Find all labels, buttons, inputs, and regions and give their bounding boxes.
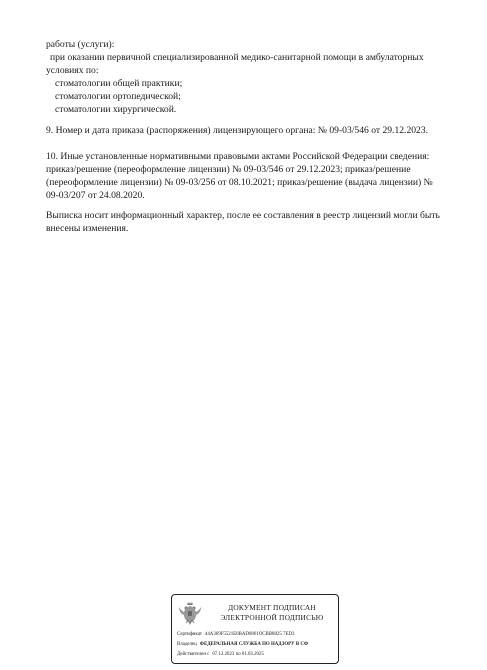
services-line: условиях по: bbox=[46, 65, 99, 76]
item-10 bbox=[46, 150, 456, 202]
validity-row bbox=[177, 652, 264, 658]
item-10-line: (переоформление лицензии) № 09-03/256 от 08.10.2021; приказ/решение (выдача лицензии) № bbox=[46, 177, 433, 188]
item-9-text: 9. Номер и дата приказа (распоряжения) лицензирующего органа: № 09-03/546 от 29.12.2023. bbox=[46, 125, 429, 136]
item-10-line: 10. Иные установленные нормативными правовыми актами Российской Федерации сведения: bbox=[46, 151, 430, 162]
note-line: внесены изменения. bbox=[46, 223, 129, 234]
stamp-subtitle: ЭЛЕКТРОННОЙ ПОДПИСЬЮ bbox=[220, 613, 324, 622]
certificate-label: Сертификат bbox=[177, 632, 202, 637]
certificate-value: 44A369F5521E0BAD0861OCBB8825 7ED3 bbox=[204, 632, 295, 637]
certificate-row bbox=[177, 632, 294, 638]
services-item: стоматологии общей практики; bbox=[55, 78, 183, 89]
validity-label: Действителен с bbox=[177, 652, 210, 657]
services-line: при оказании первичной специализированной медико-санитарной помощи в амбулаторных bbox=[50, 52, 424, 63]
disclaimer-note bbox=[46, 209, 456, 235]
owner-label: Владелец bbox=[177, 642, 197, 647]
stamp-title: ДОКУМЕНТ ПОДПИСАН bbox=[228, 603, 316, 612]
item-9 bbox=[46, 124, 456, 137]
services-section bbox=[46, 38, 456, 116]
e-signature-stamp bbox=[171, 594, 339, 664]
validity-value: 07.12.2023 по 01.03.2025 bbox=[212, 652, 264, 657]
services-item: стоматологии ортопедической; bbox=[55, 91, 181, 102]
services-intro: работы (услуги): bbox=[46, 39, 115, 50]
item-10-line: приказ/решение (переоформление лицензии) № 09-03/546 от 29.12.2023; приказ/решение bbox=[46, 164, 411, 175]
note-line: Выписка носит информационный характер, после ее составления в реестр лицензий могли быть bbox=[46, 210, 440, 221]
owner-value: ФЕДЕРАЛЬНАЯ СЛУЖБА ПО НАДЗОРУ В СФ bbox=[199, 642, 309, 647]
services-item: стоматологии хирургической. bbox=[55, 104, 177, 115]
item-10-line: 09-03/207 от 24.08.2020. bbox=[46, 190, 145, 201]
owner-row bbox=[177, 642, 308, 648]
coat-of-arms-icon bbox=[177, 600, 203, 626]
